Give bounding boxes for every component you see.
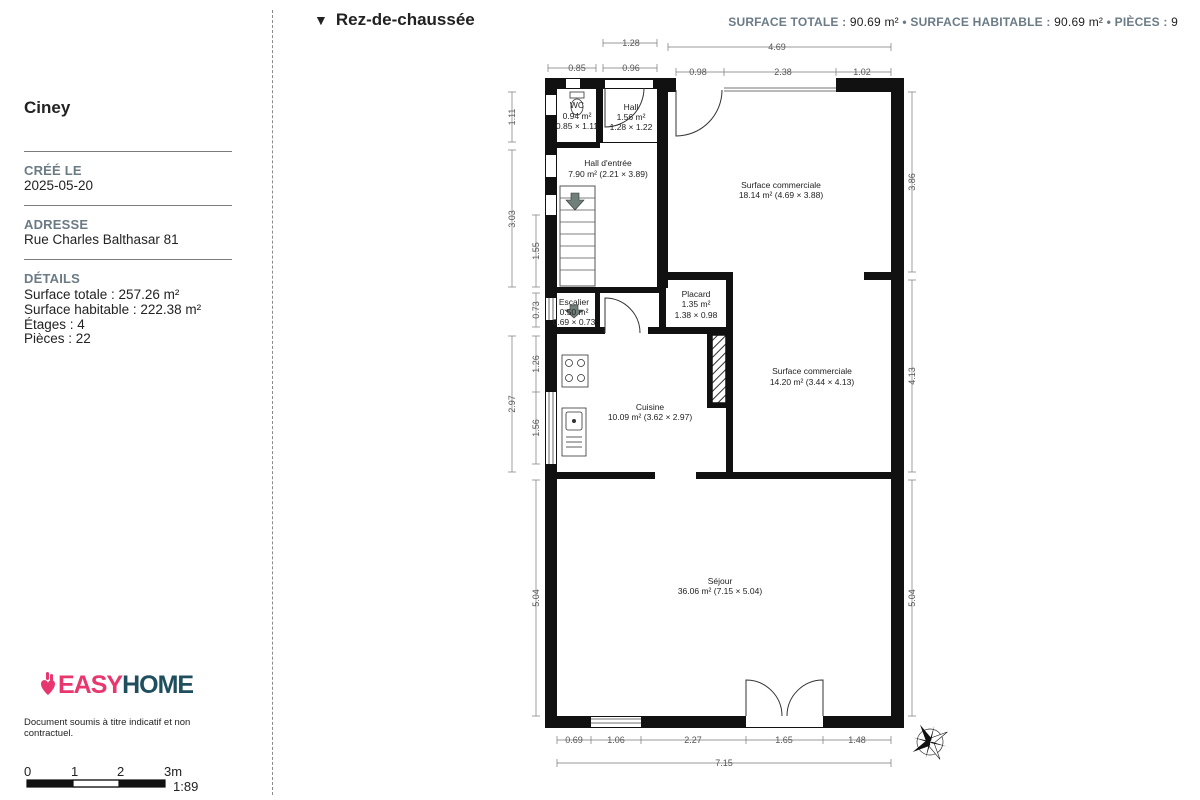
wall (668, 78, 676, 92)
dimension-label: 1.26 (531, 355, 541, 373)
room-name: Hall (623, 102, 639, 112)
room-hall (610, 102, 653, 132)
detail-pieces: Pièces : 22 (24, 331, 91, 346)
dimension-label: 1.65 (775, 735, 793, 745)
summary-separator: • (1106, 15, 1112, 29)
room-area: 1.56 m² (616, 112, 646, 122)
created-value: 2025-05-20 (24, 178, 94, 193)
dimension-label: 1.28 (622, 38, 640, 48)
window (724, 81, 836, 90)
wall (595, 290, 600, 330)
dimension-label: 1.06 (607, 735, 625, 745)
room-area: 1.35 m² (681, 299, 711, 309)
door-swing (605, 298, 640, 333)
dimension-label: 0.96 (622, 63, 640, 73)
room-cuisine (608, 402, 693, 422)
dimension-label: 7.15 (715, 758, 733, 768)
room-placard (675, 289, 718, 320)
scale-tick-label: 2 (117, 764, 125, 779)
dimension-label: 1.11 (507, 108, 517, 126)
details-label: DÉTAILS (24, 271, 81, 286)
room-area: 36.06 m² (7.15 × 5.04) (677, 586, 763, 596)
chimney-block (712, 335, 726, 403)
dimension-label: 3.03 (507, 210, 517, 228)
dimension-label: 1.48 (848, 735, 866, 745)
door-opening (600, 143, 657, 148)
room-dims: 1.38 × 0.98 (674, 310, 718, 320)
detail-etages: Étages : 4 (24, 317, 85, 332)
triangle-down-icon[interactable]: ▼ (314, 12, 328, 28)
scale-ratio: 1:89 (173, 779, 199, 794)
address-value: Rue Charles Balthasar 81 (24, 232, 179, 247)
summary-total-label: SURFACE TOTALE : (728, 15, 847, 29)
room-sejour (678, 576, 763, 596)
room-name: Escalier (558, 297, 590, 307)
room-escalier (553, 297, 596, 327)
created-label: CRÉÉ LE (24, 163, 82, 178)
room-commerciale-2 (770, 366, 855, 387)
room-area: 14.20 m² (3.44 × 4.13) (769, 377, 855, 387)
room-labels (553, 100, 855, 596)
door-opening (605, 80, 653, 88)
wall (657, 78, 668, 288)
opening (655, 473, 696, 478)
room-name: Surface commerciale (741, 180, 821, 190)
address-label: ADRESSE (24, 217, 89, 232)
room-hall-entree (568, 158, 648, 179)
room-wc (556, 100, 598, 131)
dimension-label: 1.55 (531, 242, 541, 260)
door-opening (746, 716, 823, 727)
window (546, 95, 556, 115)
door-swing (787, 680, 823, 716)
room-name: WC (569, 100, 585, 110)
room-area: 0.50 m² (559, 307, 589, 317)
summary-rooms-label: PIÈCES : (1114, 15, 1168, 29)
wall (555, 472, 655, 479)
window (546, 392, 556, 464)
project-title: Ciney (24, 98, 71, 117)
wall (659, 272, 666, 332)
room-name: Placard (681, 289, 711, 299)
room-dims: 1.28 × 1.22 (609, 122, 653, 132)
compass-rose-icon (903, 715, 958, 770)
room-area: 7.90 m² (2.21 × 3.89) (568, 169, 648, 179)
dimension-label: 0.73 (531, 301, 541, 319)
dimension-label: 0.69 (565, 735, 583, 745)
dimension-label: 0.85 (568, 63, 586, 73)
room-area: 0.94 m² (562, 111, 592, 121)
summary-habitable-value: 90.69 m² (1054, 15, 1104, 29)
window (546, 195, 556, 215)
room-name: Cuisine (635, 402, 665, 412)
dimension-label: 2.38 (774, 67, 792, 77)
door-opening (676, 80, 724, 90)
dimension-label: 2.27 (684, 735, 702, 745)
scale-tick-label: 3m (164, 764, 183, 779)
dimension-label: 5.04 (907, 589, 917, 607)
door-swing (676, 90, 722, 136)
detail-surface-habitable: Surface habitable : 222.38 m² (24, 302, 202, 317)
door-swing (746, 680, 782, 716)
dimension-label: 0.98 (689, 67, 707, 77)
room-name: Hall d'entrée (584, 158, 632, 168)
floor-title: Rez-de-chaussée (335, 10, 475, 29)
room-name: Surface commerciale (772, 366, 852, 376)
wall (659, 272, 733, 280)
room-dims: 0.85 × 1.11 (555, 121, 599, 131)
room-commerciale-1 (739, 180, 824, 200)
stove-icon (562, 355, 588, 387)
dimension-label: 2.97 (507, 395, 517, 413)
summary-separator: • (902, 15, 907, 29)
detail-surface-totale: Surface totale : 257.26 m² (24, 287, 180, 302)
window (546, 155, 556, 177)
room-area: 18.14 m² (4.69 × 3.88) (738, 190, 824, 200)
room-dims: 0.69 × 0.73 (552, 317, 596, 327)
window (566, 79, 580, 88)
logo-part-easy: EASY (58, 671, 123, 699)
room-name: Séjour (707, 576, 733, 586)
wall (696, 472, 892, 479)
dimension-label: 1.02 (853, 67, 871, 77)
sink-icon (562, 408, 586, 456)
wall (864, 272, 894, 280)
summary-rooms-value: 9 (1171, 15, 1178, 29)
opening (733, 273, 864, 279)
scale-tick-label: 1 (71, 764, 79, 779)
summary-total-value: 90.69 m² (849, 15, 899, 29)
dimension-label: 3.86 (907, 173, 917, 191)
door-opening (605, 328, 648, 333)
scale-tick-label: 0 (24, 764, 32, 779)
window (591, 717, 641, 727)
room-area: 10.09 m² (3.62 × 2.97) (607, 412, 693, 422)
disclaimer: Document soumis à titre indicatif et non contractuel. (24, 717, 191, 739)
wall (891, 78, 904, 728)
dimension-label: 1.56 (531, 419, 541, 437)
summary-habitable-label: SURFACE HABITABLE : (910, 15, 1051, 29)
dimension-label: 4.13 (907, 367, 917, 385)
wall (596, 78, 603, 144)
logo-part-home: HOME (122, 671, 194, 699)
dimension-label: 4.69 (768, 42, 786, 52)
dimension-label: 5.04 (531, 589, 541, 607)
wall (555, 287, 659, 293)
